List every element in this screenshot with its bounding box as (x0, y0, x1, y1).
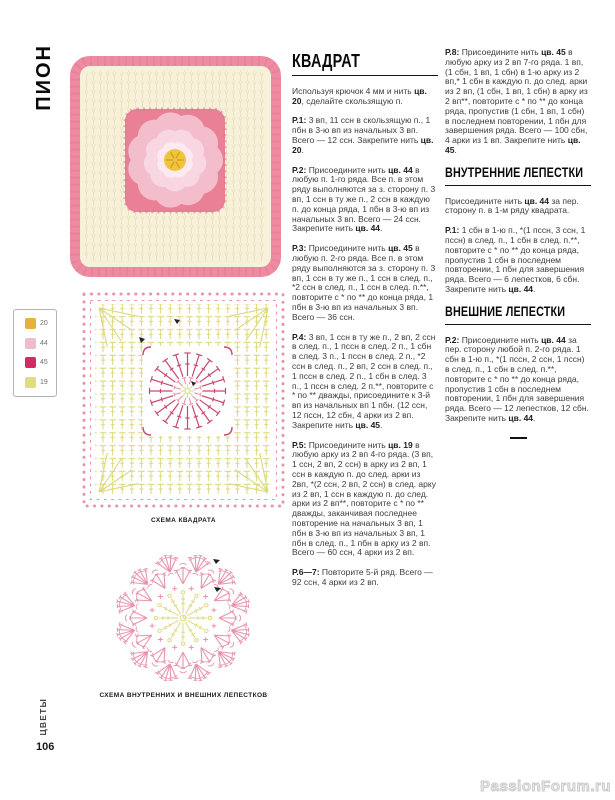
legend-item (25, 338, 56, 349)
section-heading-inner-petals: ВНУТРЕННИЕ ЛЕПЕСТКИ (445, 164, 584, 180)
section-label-vertical: ЦВЕТЫ (38, 698, 48, 736)
square-chart-caption: СХЕМА КВАДРАТА (151, 517, 216, 524)
petals-chart (95, 547, 271, 689)
instruction-paragraph: Присоедините нить цв. 44 за пер. сторону п. в 1-м ряду квадрата. (445, 195, 579, 216)
square-paragraphs (292, 87, 438, 588)
color-swatch (25, 377, 36, 388)
end-rule (510, 437, 527, 439)
section-heading-outer-petals: ВНЕШНИЕ ЛЕПЕСТКИ (445, 303, 566, 319)
instruction-paragraph: Р.2: Присоедините нить цв. 44 за пер. сторону любой п. 2-го ряда. 1 сбн в 1-ю п., *(1 пссн, 2 ссн, 1 пссн) в след. п., 1 сбн в след. п.**, повторите с * по ** до конца ряда, пропустив 1 сбн в последнем повторении, 1 пбн для завершения ряда. Всего — 12 лепестков, 12 сбн. Закрепите нить цв. 44. (445, 334, 589, 423)
legend-item (25, 357, 56, 368)
color-swatch (25, 318, 36, 329)
square-chart (79, 289, 288, 511)
color-code: 45 (40, 359, 48, 367)
pattern-title-vertical: ПИОН (33, 44, 55, 111)
petals-chart-caption: СХЕМА ВНУТРЕННИХ И ВНЕШНИХ ЛЕПЕСТКОВ (99, 692, 268, 699)
inner-petals-paragraphs (445, 197, 591, 295)
color-code: 20 (40, 320, 48, 328)
color-swatch (25, 338, 36, 349)
instruction-paragraph: Р.3: Присоедините нить цв. 45 в любую п. 2-го ряда. Все п. в этом ряду выполняются за з. сторону п. 3 вп, 1 ссн в ту же п., 1 ссн в след. п., *2 ссн в след. п., 1 ссн в след. п.**, повторите с * по ** до конца ряда, 1 пбн в 3-ю вп из начальных 3 вп. Всего — 36 ссн. (292, 243, 436, 322)
instruction-paragraph: Р.1: 1 сбн в 1-ю п., *(1 пссн, 3 ссн, 1 пссн) в след. п., 1 сбн в след. п.**, повторите с * по ** до конца ряда, пропустив 1 сбн в последнем повторении, 1 пбн для завершения ряда. Всего — 6 лепестков, 6 сбн. Закрепите нить цв. 44. (445, 225, 586, 294)
square-instructions-column (292, 52, 438, 598)
heading-rule (445, 185, 591, 186)
heading-rule (292, 75, 438, 76)
color-code: 19 (40, 378, 48, 386)
page-number: 106 (36, 741, 55, 753)
watermark: PassionForum.ru (480, 778, 611, 795)
instruction-paragraph: Используя крючок 4 мм и нить цв. 20, сделайте скользящую п. (292, 85, 427, 106)
instruction-paragraph: Р.4: 3 вп, 1 ссн в ту же п., 2 вп, 2 ссн в след. п., 1 пссн в след. 2 п., 1 сбн в след. 3 п., 1 пссн в след. 2 п., *2 ссн в след. п., 2 вп, 2 ссн в след. п., 1 пссн в след. 2 п., 1 сбн в след. 3 п., 1 пссн в след. 2 п.**, повторите с * по ** дважды, присоедините к 3-й вп из начальных вп 1 пбн. (12 ссн, 12 пссн, 12 сбн, 4 арки из 2 вп. Закрепите нить цв. 45. (292, 331, 436, 430)
outer-petals-paragraphs (445, 336, 591, 424)
color-legend (13, 309, 57, 397)
instruction-paragraph: Р.1: 3 вп, 11 ссн в скользящую п., 1 пбн в 3-ю вп из начальных 3 вп. Всего — 12 ссн. Закрепите нить цв. 20. (292, 115, 434, 155)
color-swatch (25, 357, 36, 368)
crochet-square-photo (62, 54, 282, 286)
color-code: 44 (40, 339, 48, 347)
legend-item (25, 377, 56, 388)
instruction-paragraph: Р.2: Присоедините нить цв. 44 в любую п. 1-го ряда. Все п. в этом ряду выполняются за з. сторону п. 3 вп, 1 ссн в ту же п., 2 ссн в каждую п. до конца ряда, 1 пбн в 3-ю вп из начальных 3 вп. Всего — 24 ссн. Закрепите нить цв. 44. (292, 164, 436, 234)
section-heading-square: КВАДРАТ (292, 51, 361, 71)
petals-instructions-column (445, 48, 591, 439)
instruction-paragraph: Р.8: Присоедините нить цв. 45 в любую арку из 2 вп 7-го ряда. 1 вп, (1 сбн, 1 вп, 1 сбн) в 1-ю арку из 2 вп,* 1 сбн в каждую п. до след. арки из 2 вп, (1 сбн, 1 вп, 1 сбн) в арку из 2 вп**, повторите с * по ** до конца ряда, пропустив (1 сбн, 1 вп, 1 сбн) в последнем повторении, 1 пбн для завершения ряда. Всего — 100 сбн, 4 арки из 1 вп. Закрепите нить цв. 45. (445, 47, 588, 155)
instruction-paragraph: Р.6—7: Повторите 5-й ряд. Всего — 92 ссн, 4 арки из 2 вп. (292, 567, 433, 587)
instruction-paragraph: Р.5: Присоедините нить цв. 19 в любую арку из 2 вп 4-го ряда. (3 вп, 1 ссн, 2 вп, 2 ссн) в арку из 2 вп, 1 ссн в каждую п. до след. арки из 2вп, *(2 ссн, 2 вп, 2 ссн) в след. арку из 2 вп, 1 ссн в каждую п. до след. арки из 2 вп**, повторите с * по ** дважды, заканчивая последнее повторение на начальных 3 вп, 1 пбн в 3-ю вп из начальных 3 вп, 1 пбн в след. п., 1 пбн в арку из 2 вп. Всего — 60 ссн, 4 арки из 2 вп. (292, 439, 436, 558)
heading-rule (445, 324, 591, 325)
legend-item (25, 318, 56, 329)
